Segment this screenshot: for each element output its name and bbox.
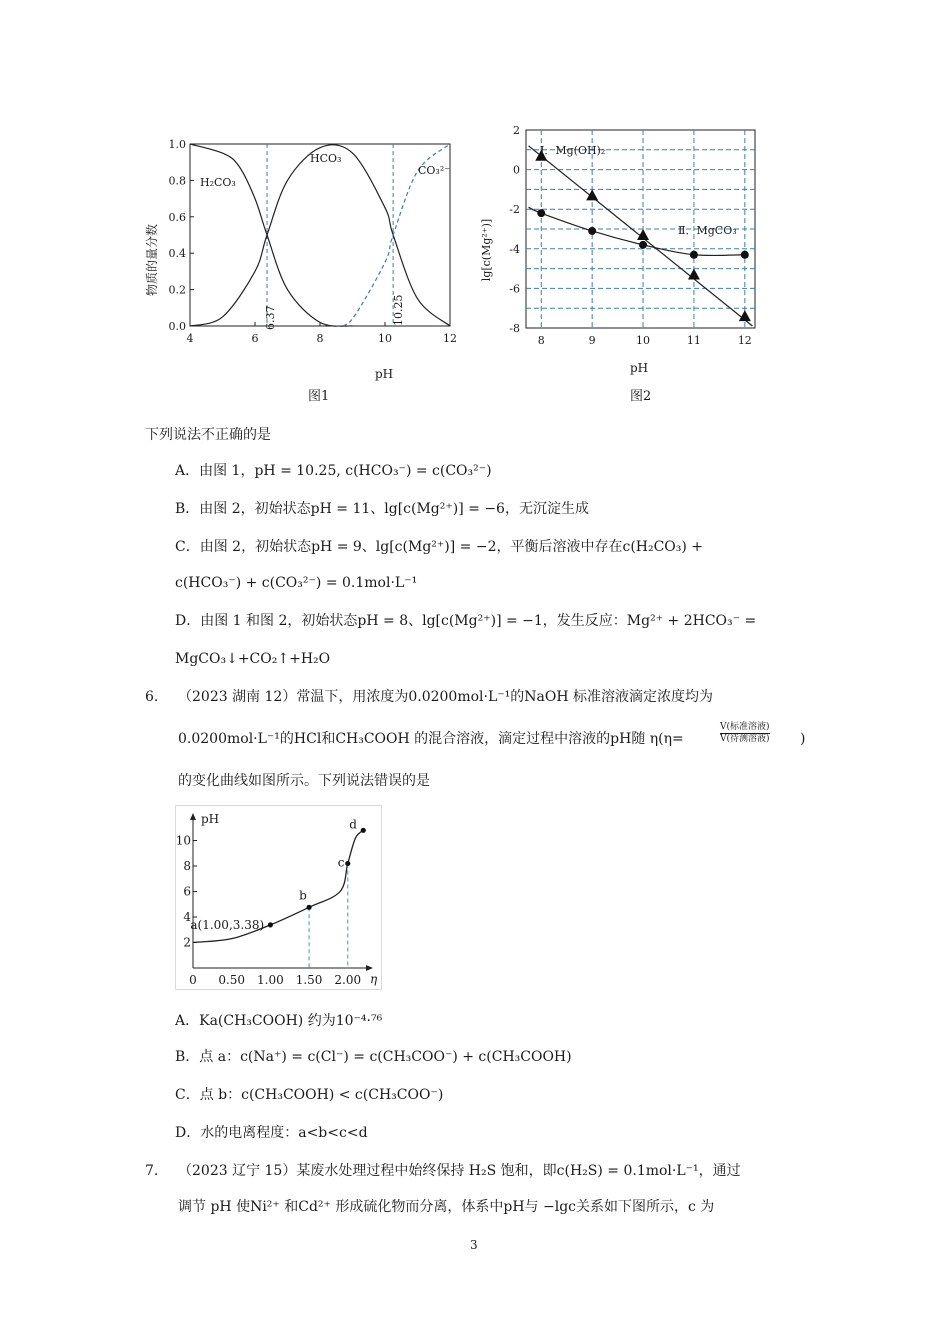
figure1-series-hco3 — [190, 145, 450, 326]
q5-option-b: B．由图 2，初始状态pH = 11、lg[c(Mg²⁺)] = −6，无沉淀生成 — [175, 501, 589, 517]
figure2-point-mgoh2 — [739, 310, 751, 321]
figure1-y-tick-label: 0.4 — [168, 247, 186, 261]
figure2-x-tick-label: 10 — [636, 334, 651, 347]
q6-stem-line1: （2023 湖南 12）常温下，用浓度为0.0200mol·L⁻¹的NaOH 标准溶液滴定浓度均为 — [178, 689, 713, 705]
q5-option-d-line2: MgCO₃↓+CO₂↑+H₂O — [175, 651, 331, 667]
label-co3: CO₃²⁻ — [418, 164, 451, 177]
figure1-y-tick-label: 0.0 — [168, 320, 186, 333]
figure2-x-tick-label: 9 — [588, 334, 596, 347]
figure1-y-tick-label: 0.6 — [168, 210, 186, 224]
fraction-numerator: V(标准溶液) — [720, 722, 770, 732]
figure1-y-tick-label: 1.0 — [168, 138, 186, 151]
titration-point-label: c — [337, 855, 345, 870]
figure2-point-mgco3 — [588, 227, 596, 235]
figure1-x-tick-label: 8 — [316, 332, 324, 345]
page-number: 3 — [470, 1238, 478, 1252]
titration-point-label: a(1.00,3.38) — [190, 917, 265, 932]
figure1-series-h2co3 — [190, 144, 353, 326]
q5-option-d-line1: D．由图 1 和图 2，初始状态pH = 8、lg[c(Mg²⁺)] = −1，发生反应：Mg²⁺ + 2HCO₃⁻ = — [175, 613, 757, 629]
titration-x-tick-label: 1.00 — [257, 973, 284, 987]
titration-x-tick-label: 1.50 — [295, 973, 323, 987]
figure2-y-tick-label: -4 — [509, 242, 520, 256]
figure2-caption: 图2 — [630, 389, 652, 404]
titration-point-label: b — [299, 888, 307, 903]
figure2-y-tick-label: -6 — [509, 282, 520, 296]
annotation-10-25: 10.25 — [392, 294, 405, 326]
titration-x-arrow — [366, 965, 373, 971]
figure2-point-mgoh2 — [688, 269, 700, 280]
figure2 — [480, 120, 780, 410]
figure1-x-tick-label: 4 — [186, 332, 194, 345]
figure2-point-mgco3 — [639, 241, 647, 249]
q6-option-a: A．Ka(CH₃COOH) 约为10⁻⁴·⁷⁶ — [175, 1013, 383, 1029]
titration-chart — [175, 805, 381, 990]
eta-fraction — [720, 722, 770, 745]
q7-line1: （2023 辽宁 15）某废水处理过程中始终保持 H₂S 饱和，即c(H₂S) = 0.1mol·L⁻¹，通过 — [178, 1163, 741, 1179]
titration-y-tick-label: 6 — [183, 884, 191, 899]
titration-x-tick-label: 0 — [189, 973, 197, 987]
annotation-6-37: 6.37 — [264, 305, 277, 330]
figure1-x-tick-label: 12 — [443, 332, 457, 345]
titration-point-d — [361, 828, 366, 833]
q7-line2: 调节 pH 使Ni²⁺ 和Cd²⁺ 形成硫化物而分离，体系中pH与 −lgc关系如下图所示，c 为 — [178, 1199, 715, 1215]
q6-stem-line3: 的变化曲线如图所示。下列说法错误的是 — [178, 773, 430, 789]
titration-x-tick-label: 2.00 — [334, 973, 362, 987]
figure2-point-mgco3 — [741, 251, 749, 259]
titration-xlabel: η — [370, 972, 378, 986]
figure1-x-tick-label: 10 — [378, 332, 392, 345]
q6-stem-line2: 0.0200mol·L⁻¹的HCl和CH₃COOH 的混合溶液，滴定过程中溶液的pH随 η(η= — [178, 731, 684, 747]
label-hco3: HCO₃ — [310, 152, 342, 165]
q6-option-d: D．水的电离程度：a<b<c<d — [175, 1125, 368, 1141]
titration-y-tick-label: 4 — [183, 910, 191, 924]
titration-x-tick-label: 0.50 — [218, 973, 246, 987]
q6-option-c: C．点 b：c(CH₃COOH) < c(CH₃COO⁻) — [175, 1087, 444, 1103]
figure1-y-tick-label: 0.8 — [168, 174, 186, 188]
label-mgco3: Ⅱ．MgCO₃ — [678, 224, 737, 237]
titration-point-a — [268, 922, 273, 927]
q5-option-c-line2: c(HCO₃⁻) + c(CO₃²⁻) = 0.1mol·L⁻¹ — [175, 575, 418, 591]
figure2-x-tick-label: 8 — [537, 334, 545, 347]
figure2-point-mgco3 — [690, 251, 698, 259]
figure1-xlabel: pH — [375, 367, 394, 381]
titration-y-arrow — [190, 813, 196, 820]
figure1-x-tick-label: 6 — [251, 332, 259, 345]
q6-option-b: B．点 a：c(Na⁺) = c(Cl⁻) = c(CH₃COO⁻) + c(CH₃COOH) — [175, 1049, 572, 1065]
figure1-caption: 图1 — [308, 389, 330, 404]
figure2-point-mgco3 — [537, 209, 545, 217]
q5-stem: 下列说法不正确的是 — [145, 427, 271, 443]
figure1-ylabel: 物质的量分数 — [145, 223, 159, 297]
titration-ylabel: pH — [201, 812, 220, 826]
q5-option-a: A．由图 1，pH = 10.25, c(HCO₃⁻) = c(CO₃²⁻) — [175, 463, 492, 479]
figure1-plot-frame — [190, 144, 450, 326]
figure2-y-tick-label: -2 — [509, 203, 520, 217]
figure2-x-tick-label: 12 — [737, 334, 752, 347]
figure2-xlabel: pH — [630, 361, 649, 375]
titration-point-label: d — [349, 817, 357, 832]
figure2-y-tick-label: 0 — [513, 163, 520, 177]
titration-y-tick-label: 10 — [175, 833, 191, 848]
label-mgoh2: Ⅰ．Mg(OH)₂ — [540, 144, 606, 157]
label-h2co3: H₂CO₃ — [200, 176, 236, 189]
fraction-denominator: V(待测溶液) — [720, 734, 770, 744]
figure1-y-tick-label: 0.2 — [168, 283, 186, 297]
q6-number: 6. — [145, 689, 159, 705]
fraction-close-paren: ) — [800, 731, 806, 747]
q7-number: 7. — [145, 1163, 159, 1179]
figure2-y-tick-label: 2 — [513, 124, 520, 137]
titration-point-c — [345, 861, 350, 866]
figure2-point-mgoh2 — [586, 189, 598, 200]
titration-y-tick-label: 2 — [183, 935, 191, 950]
figure2-y-tick-label: -8 — [509, 322, 520, 335]
q5-option-c-line1: C．由图 2，初始状态pH = 9、lg[c(Mg²⁺)] = −2，平衡后溶液中存在c(H₂CO₃) + — [175, 539, 704, 555]
figure2-ylabel: lg[c(Mg²⁺)] — [480, 218, 493, 282]
titration-point-b — [306, 905, 311, 910]
figure1 — [140, 120, 470, 410]
titration-y-tick-label: 8 — [183, 859, 191, 873]
figure2-x-tick-label: 11 — [686, 334, 701, 347]
